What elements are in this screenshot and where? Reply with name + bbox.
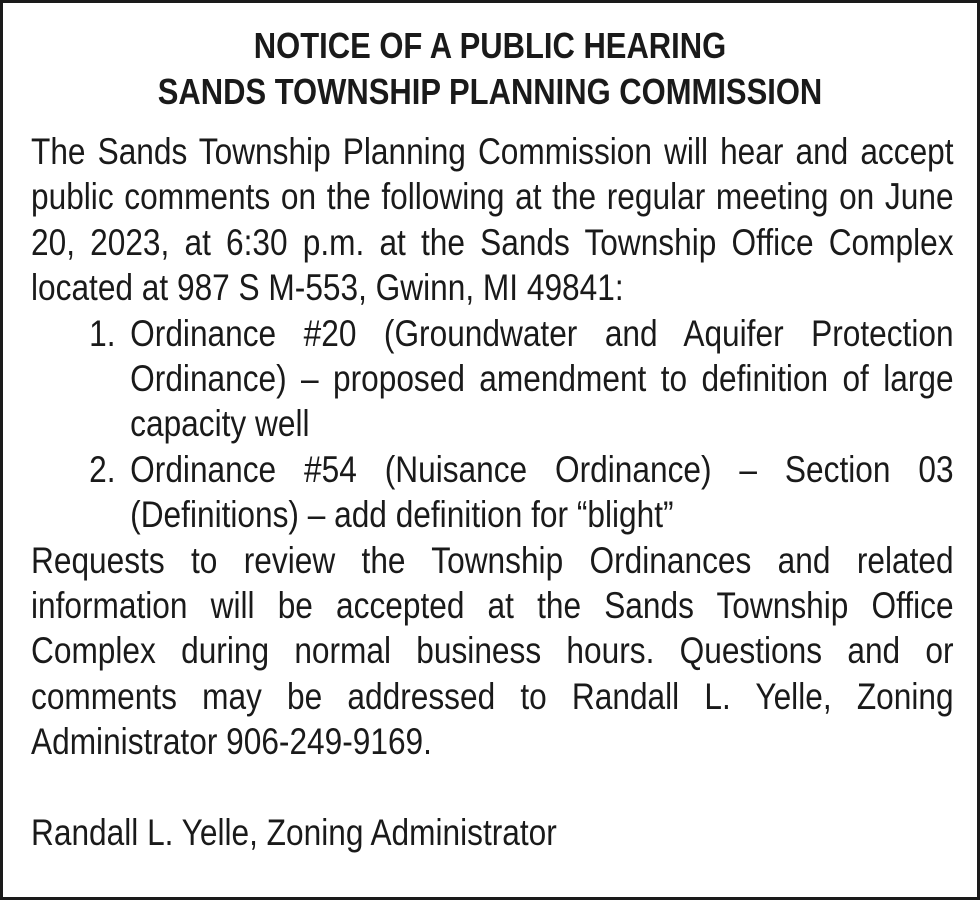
agenda-item-number: 2. <box>89 448 116 490</box>
agenda-item <box>89 447 953 538</box>
agenda-item-text: Ordinance #54 (Nuisance Ordinance) – Section 03 (Definitions) – add definition for “blight” <box>130 448 954 536</box>
signature-line: Randall L. Yelle, Zoning Administrator <box>31 811 557 853</box>
agenda-item-text: Ordinance #20 (Groundwater and Aquifer Protection Ordinance) – proposed amendment to definition of large capacity well <box>130 312 954 445</box>
intro-paragraph: The Sands Township Planning Commission will hear and accept public comments on the following at the regular meeting on June 20, 2023, at 6:30 p.m. at the Sands Township Office Complex located at 987 S M-553, Gwinn, MI 49841: <box>31 131 954 309</box>
agenda-item-number: 1. <box>89 312 116 354</box>
paragraph-spacer <box>31 765 954 810</box>
agenda-item <box>89 311 953 447</box>
notice-title-line-2: SANDS TOWNSHIP PLANNING COMMISSION <box>157 71 823 112</box>
notice-title <box>95 23 884 115</box>
notice-title-line-1: NOTICE OF A PUBLIC HEARING <box>253 25 727 66</box>
agenda-list <box>31 311 954 538</box>
requests-paragraph: Requests to review the Township Ordinances and related information will be accepted at the Sands Township Office Complex during normal business hours. Questions and or comments may be addressed to Randall L. Yelle, Zoning Administrator 906-249-9169. <box>31 539 954 763</box>
notice-body <box>31 129 954 855</box>
